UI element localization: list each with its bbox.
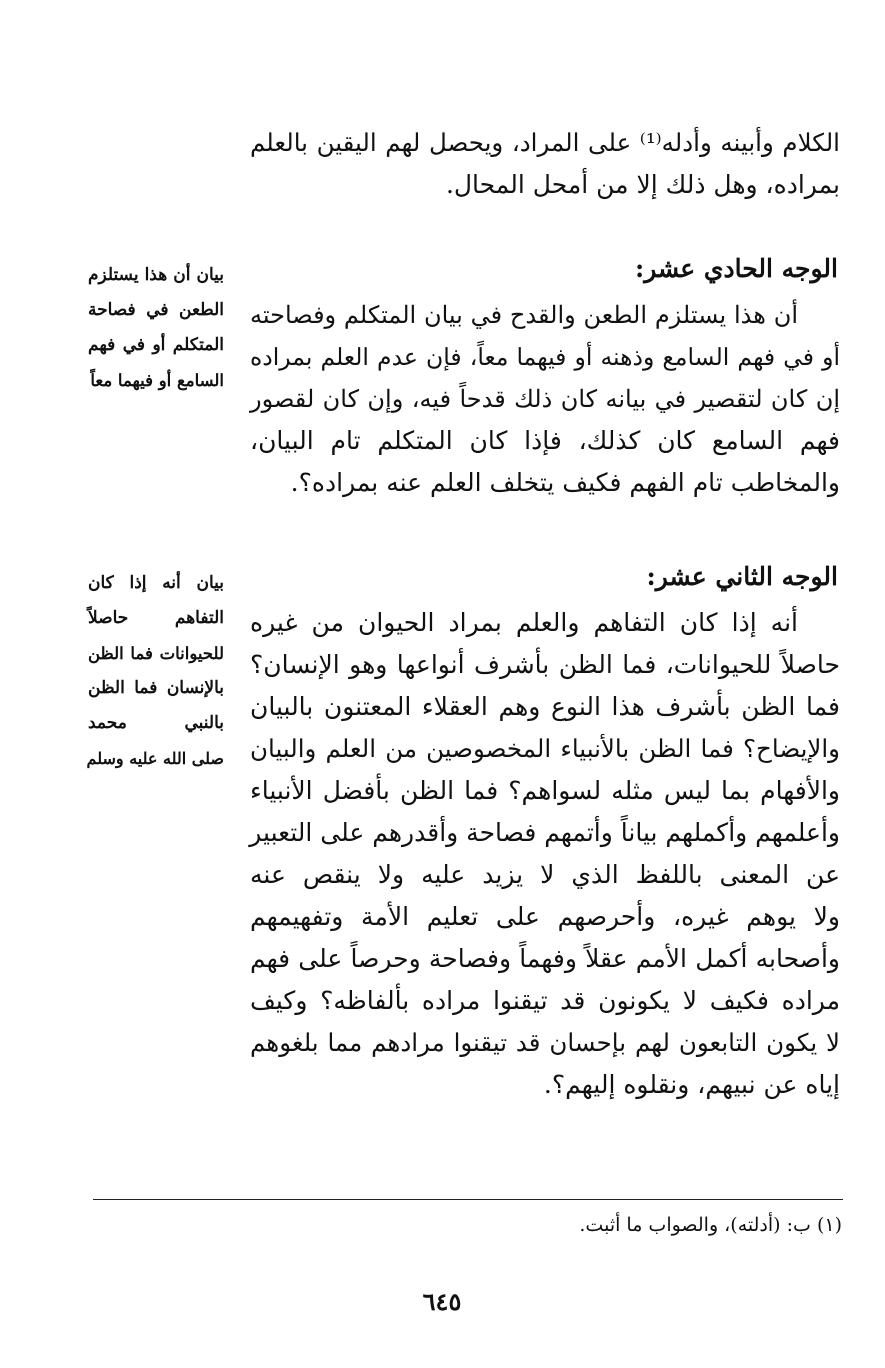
margin-note-line: بالإنسان فما الظن bbox=[88, 678, 224, 698]
text-line: عن المعنى باللفظ الذي لا يزيد عليه ولا ينقص عنه bbox=[250, 860, 840, 889]
footnote-divider bbox=[93, 1199, 843, 1200]
margin-note-line: السامع أو فيهما معاً bbox=[90, 371, 224, 390]
margin-note-line: صلى الله عليه وسلم bbox=[86, 749, 224, 768]
intro-paragraph bbox=[250, 122, 840, 206]
footnote: (١) ب: (أدلته)، والصواب ما أثبت. bbox=[579, 1214, 842, 1236]
text-line: والأفهام بما ليس مثله لسواهم؟ فما الظن بأفضل الأنبياء bbox=[250, 776, 840, 805]
text-line: وأصحابه أكمل الأمم عقلاً وفهماً وفصاحة وحرصاً على فهم bbox=[250, 944, 840, 973]
section-heading-11: الوجه الحادي عشر: bbox=[634, 254, 838, 283]
margin-note-line: بيان أنه إذا كان bbox=[88, 573, 224, 593]
margin-note-line: المتكلم أو في فهم bbox=[88, 335, 224, 355]
text-line: حاصلاً للحيوانات، فما الظن بأشرف أنواعها وهو الإنسان؟ bbox=[250, 650, 840, 679]
text-line: فما الظن بأشرف هذا النوع وهم العقلاء المعتنون بالبيان bbox=[250, 692, 840, 721]
section-12-paragraph bbox=[250, 602, 840, 1106]
page-number: ٦٤٥ bbox=[422, 1287, 462, 1316]
text-line: مراده فكيف لا يكونون قد تيقنوا مراده بألفاظه؟ وكيف bbox=[250, 986, 840, 1015]
margin-note-line: التفاهم حاصلاً bbox=[88, 608, 224, 628]
margin-note-11 bbox=[88, 258, 224, 398]
text-line: بمراده، وهل ذلك إلا من أمحل المحال. bbox=[445, 170, 840, 199]
text-line: لا يكون التابعون لهم بإحسان قد تيقنوا مرادهم مما بلغوهم bbox=[250, 1028, 840, 1057]
margin-note-line: للحيوانات فما الظن bbox=[88, 644, 224, 663]
margin-note-line: بالنبي محمد bbox=[88, 713, 224, 733]
text-line: والإيضاح؟ فما الظن بالأنبياء المخصوصين من العلم والبيان bbox=[250, 734, 840, 763]
text-line: أنه إذا كان التفاهم والعلم بمراد الحيوان من غيره bbox=[250, 608, 798, 637]
section-heading-12: الوجه الثاني عشر: bbox=[646, 562, 838, 591]
text-line: الكلام وأبينه وأدله⁽¹⁾ على المراد، ويحصل لهم اليقين بالعلم bbox=[250, 128, 840, 157]
text-line: ولا يوهم غيره، وأحرصهم على تعليم الأمة وتفهيمهم bbox=[250, 902, 840, 931]
text-line: والمخاطب تام الفهم فكيف يتخلف العلم عنه بمراده؟. bbox=[290, 468, 840, 497]
margin-note-line: بيان أن هذا يستلزم bbox=[88, 265, 224, 285]
margin-note-12 bbox=[88, 566, 224, 776]
text-line: أو في فهم السامع وذهنه أو فيهما معاً، فإن عدم العلم بمراده bbox=[250, 343, 840, 371]
text-line: وأعلمهم وأكملهم بياناً وأتمهم فصاحة وأقدرهم على التعبير bbox=[249, 818, 840, 847]
text-line: إن كان لتقصير في بيانه كان ذلك قدحاً فيه، وإن كان لقصور bbox=[250, 385, 840, 413]
text-line: أن هذا يستلزم الطعن والقدح في بيان المتكلم وفصاحته bbox=[250, 301, 798, 329]
section-11-paragraph bbox=[250, 294, 840, 504]
text-line: فهم السامع كان كذلك، فإذا كان المتكلم تام البيان، bbox=[250, 426, 840, 455]
text-line: إياه عن نبيهم، ونقلوه إليهم؟. bbox=[543, 1070, 840, 1099]
margin-note-line: الطعن في فصاحة bbox=[88, 300, 224, 320]
